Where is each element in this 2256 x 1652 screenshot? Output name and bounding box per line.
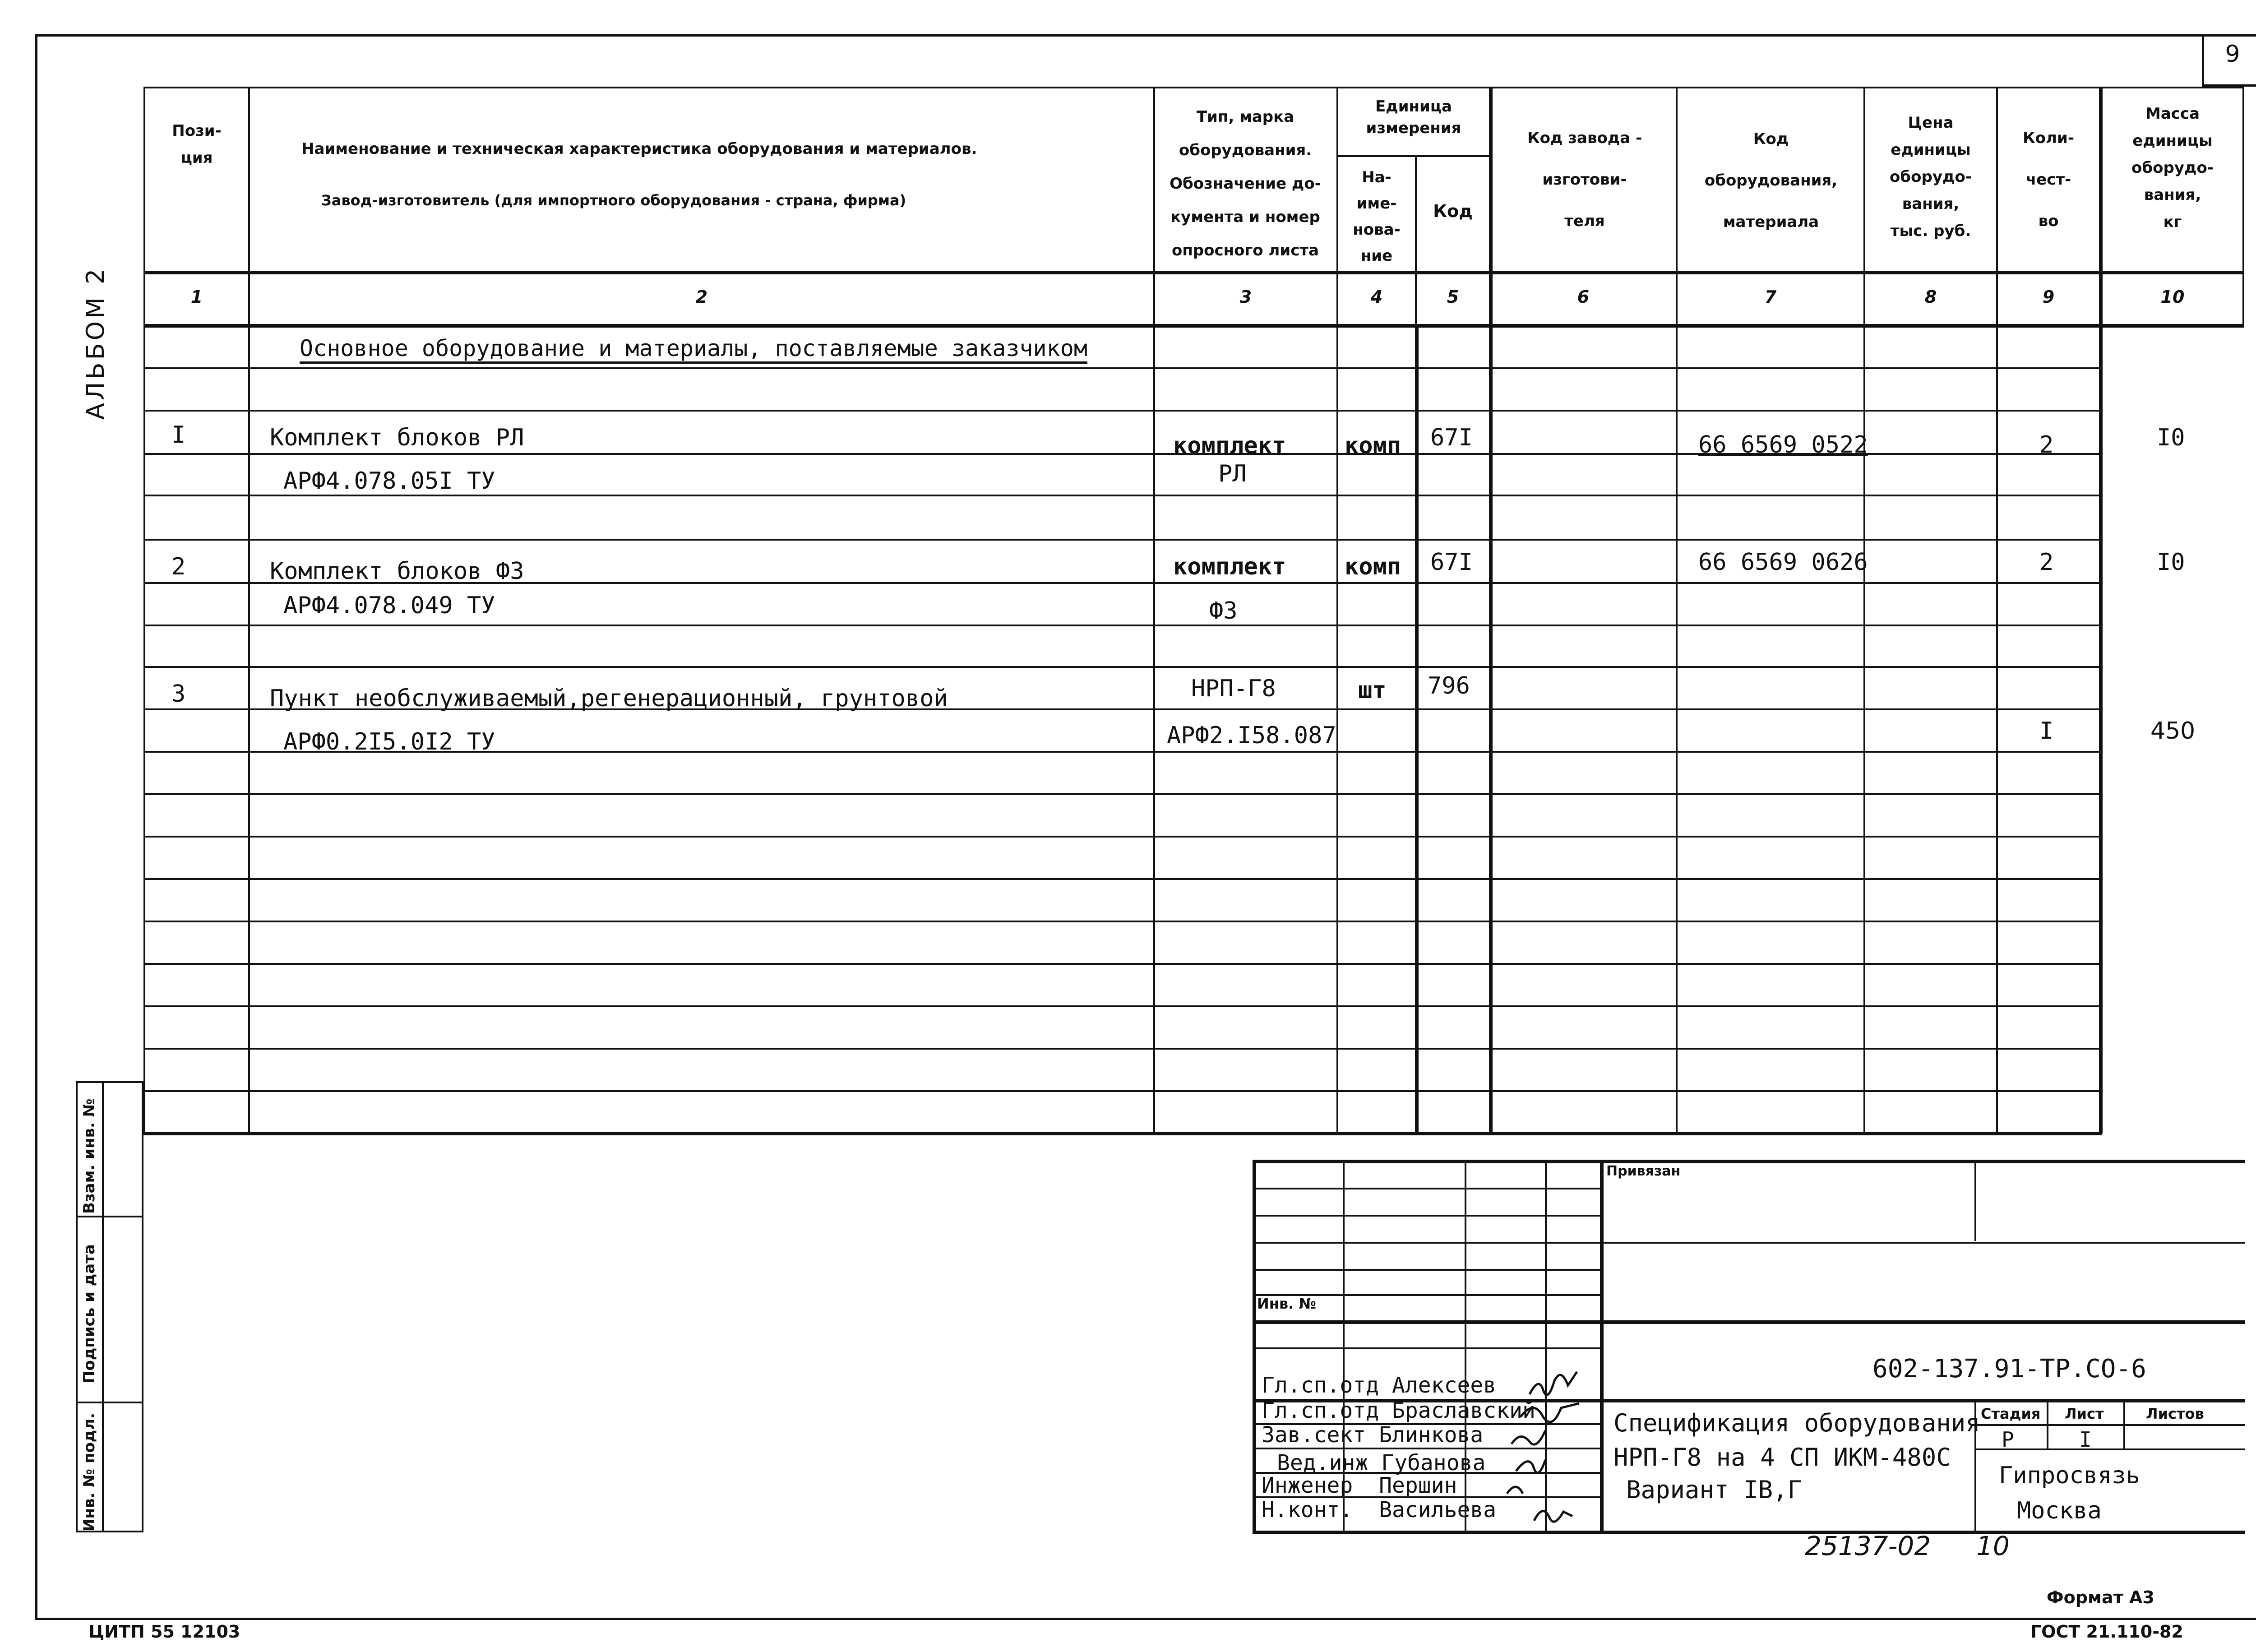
- item-3-pos: 3: [171, 680, 186, 708]
- signer-3: Зав.сект Блинкова: [1262, 1422, 1484, 1448]
- hdr-unit-code: Код: [1433, 201, 1473, 221]
- section-title: Основное оборудование и материалы, поставляемые заказчиком: [300, 335, 1087, 361]
- col5-top-thick: [1415, 324, 2101, 328]
- row-line: [143, 625, 2102, 626]
- tb-bottom-line: [1253, 1531, 2245, 1534]
- hdr-type: Тип, марка оборудования. Обозначение до- кумента и номер опросного листа: [1170, 108, 1321, 259]
- colnum-5: 5: [1447, 287, 1459, 307]
- signer-2: Гл.сп.отд Браславский: [1262, 1398, 1535, 1423]
- row-line: [143, 1090, 2102, 1092]
- tb-title-line1: Спецификация оборудования: [1613, 1409, 1980, 1437]
- item-1-material-code: 66 6569 0522: [1698, 431, 1868, 458]
- sheet-number: 9: [2225, 41, 2240, 68]
- row-line: [143, 1005, 2102, 1007]
- item-1-doc: АРФ4.078.05I ТУ: [283, 467, 495, 495]
- item-3-type2: АРФ2.I58.087: [1167, 722, 1336, 749]
- item-1-type2: РЛ: [1218, 460, 1247, 487]
- tb-doc-code: 602-137.91-ТР.СО-6: [1872, 1354, 2146, 1384]
- signatures-icon: [1502, 1367, 1606, 1534]
- colnum-8: 8: [1924, 287, 1937, 307]
- colnum-4: 4: [1370, 287, 1383, 307]
- hdr-name-line2: Завод-изготовитель (для импортного оборудования - страна, фирма): [321, 192, 906, 209]
- row-line: [143, 793, 2102, 795]
- colnum-3: 3: [1239, 287, 1252, 307]
- item-1-unit: комп: [1345, 432, 1401, 459]
- col-line: [143, 87, 145, 1134]
- tb-line: [1974, 1424, 2245, 1426]
- hdr-quantity: Коли- чест- во: [2023, 129, 2074, 230]
- row-line: [143, 410, 2102, 412]
- footer-right: ГОСТ 21.110-82: [2030, 1622, 2183, 1642]
- row-line: [143, 367, 2102, 369]
- tb-line-thick: [1253, 1320, 2245, 1324]
- item-2-material-code: 66 6569 0626: [1698, 549, 1868, 576]
- format-label: Формат А3: [2047, 1587, 2154, 1607]
- tb-line: [1974, 1448, 2245, 1450]
- row-line: [143, 963, 2102, 965]
- col-line: [1676, 87, 1678, 1134]
- hdr-unit-name: На- име- нова- ние: [1353, 168, 1401, 265]
- side-vzam: Взам. инв. №: [80, 1098, 98, 1214]
- item-3-doc: АРФ0.2I5.0I2 ТУ: [283, 728, 495, 755]
- item-2-pos: 2: [171, 553, 186, 580]
- item-3-unit-code: 796: [1428, 672, 1470, 699]
- col-line-thick: [2099, 87, 2103, 1134]
- item-1-pos: I: [171, 421, 186, 449]
- tb-line: [1974, 1160, 1976, 1241]
- unit-group-line: [1336, 155, 1489, 157]
- item-3-unit: шт: [1358, 677, 1387, 704]
- header-bottom-line: [143, 271, 2244, 274]
- item-2-type2: ФЗ: [1209, 597, 1238, 625]
- item-1-type: комплект: [1173, 432, 1286, 459]
- item-2-unit: комп: [1345, 553, 1401, 580]
- item-1-name: Комплект блоков РЛ: [270, 424, 524, 451]
- side-stamp-line: [76, 1402, 143, 1403]
- side-podpis: Подпись и дата: [80, 1244, 98, 1384]
- colnum-10: 10: [2160, 287, 2185, 307]
- item-1-unit-code: 67I: [1430, 424, 1473, 451]
- item-2-unit-code: 67I: [1430, 549, 1473, 576]
- hdr-plant-code: Код завода - изготови- теля: [1527, 129, 1642, 230]
- item-1-qty: 2: [2039, 431, 2054, 458]
- side-inv-podl: Инв. № подл.: [80, 1412, 98, 1532]
- bottom-number: 25137-02: [1805, 1531, 1931, 1561]
- album-label: АЛЬБОМ 2: [81, 266, 110, 420]
- tb-line: [2047, 1399, 2048, 1449]
- tb-line: [1253, 1347, 1600, 1349]
- item-2-qty: 2: [2039, 549, 2054, 576]
- item-2-doc: АРФ4.078.049 ТУ: [283, 592, 495, 619]
- tb-stage-label: Стадия: [1981, 1405, 2041, 1422]
- tb-line: [1253, 1188, 1600, 1189]
- col-line: [248, 87, 250, 1134]
- tb-line: [2123, 1399, 2125, 1449]
- footer-left: ЦИТП 55 12103: [88, 1622, 240, 1642]
- colnum-1: 1: [190, 287, 203, 307]
- item-3-name: Пункт необслуживаемый,регенерационный, грунтовой: [270, 685, 948, 712]
- tb-stage-value: Р: [2002, 1427, 2014, 1452]
- tb-sheet-label: Лист: [2065, 1405, 2104, 1422]
- tb-sheets-label: Листов: [2146, 1405, 2204, 1422]
- row-line: [143, 878, 2102, 880]
- tb-org-line2: Москва: [2017, 1497, 2102, 1524]
- colnum-7: 7: [1764, 287, 1777, 307]
- signer-4: Вед.инж Губанова: [1277, 1450, 1486, 1476]
- colnum-2: 2: [695, 287, 708, 307]
- item-2-name: Комплект блоков ФЗ: [270, 558, 524, 585]
- hdr-price: Цена единицы оборудо- вания, тыс. руб.: [1890, 114, 1972, 240]
- tb-privyazan: Привязан: [1606, 1163, 1681, 1179]
- signer-1: Гл.сп.отд Алексеев: [1262, 1373, 1497, 1398]
- tb-title-line2: НРП-Г8 на 4 СП ИКМ-480С: [1613, 1443, 1951, 1472]
- col-line-thick: [1415, 326, 1419, 1134]
- item-3-mass: 450: [2150, 717, 2196, 745]
- item-1-mass: I0: [2157, 424, 2185, 451]
- tb-sheet-value: I: [2079, 1427, 2092, 1452]
- side-stamp-line: [76, 1216, 143, 1217]
- colnum-6: 6: [1577, 287, 1590, 307]
- tb-inv-no: Инв. №: [1257, 1295, 1316, 1312]
- hdr-material-code: Код оборудования, материала: [1704, 130, 1838, 231]
- table-top-line: [143, 87, 2244, 88]
- item-2-type: комплект: [1173, 553, 1286, 580]
- row-line: [143, 495, 2102, 496]
- row-line: [143, 921, 2102, 922]
- hdr-position: Пози- ция: [172, 122, 222, 167]
- tb-line: [1253, 1215, 1600, 1217]
- row-line: [143, 666, 2102, 668]
- row-line: [143, 539, 2102, 541]
- col-line-thick: [1489, 87, 1493, 1134]
- row-line: [143, 1048, 2102, 1050]
- side-stamp-divider: [102, 1081, 104, 1532]
- row-line: [143, 836, 2102, 838]
- tb-line: [1253, 1242, 2245, 1244]
- signer-5: Инженер Першин: [1262, 1473, 1457, 1498]
- colnum-9: 9: [2042, 287, 2055, 307]
- signer-6: Н.конт. Васильева: [1262, 1497, 1497, 1522]
- tb-org-line1: Гипросвязь: [1999, 1462, 2140, 1489]
- item-3-qty: I: [2039, 717, 2054, 745]
- item-3-type: НРП-Г8: [1191, 675, 1276, 702]
- table-bottom-line: [143, 1132, 2102, 1135]
- item-2-mass: I0: [2157, 549, 2185, 576]
- bottom-page: 10: [1976, 1531, 2010, 1561]
- col-line: [1996, 87, 1998, 1134]
- tb-line: [1253, 1269, 1600, 1271]
- tb-title-line3: Вариант IВ,Г: [1626, 1476, 1803, 1504]
- hdr-unit-group: Единица измерения: [1366, 97, 1461, 137]
- hdr-mass: Масса единицы оборудо- вания, кг: [2131, 105, 2214, 231]
- col-line: [2242, 87, 2244, 326]
- hdr-name-line1: Наименование и техническая характеристика оборудования и материалов.: [301, 140, 977, 158]
